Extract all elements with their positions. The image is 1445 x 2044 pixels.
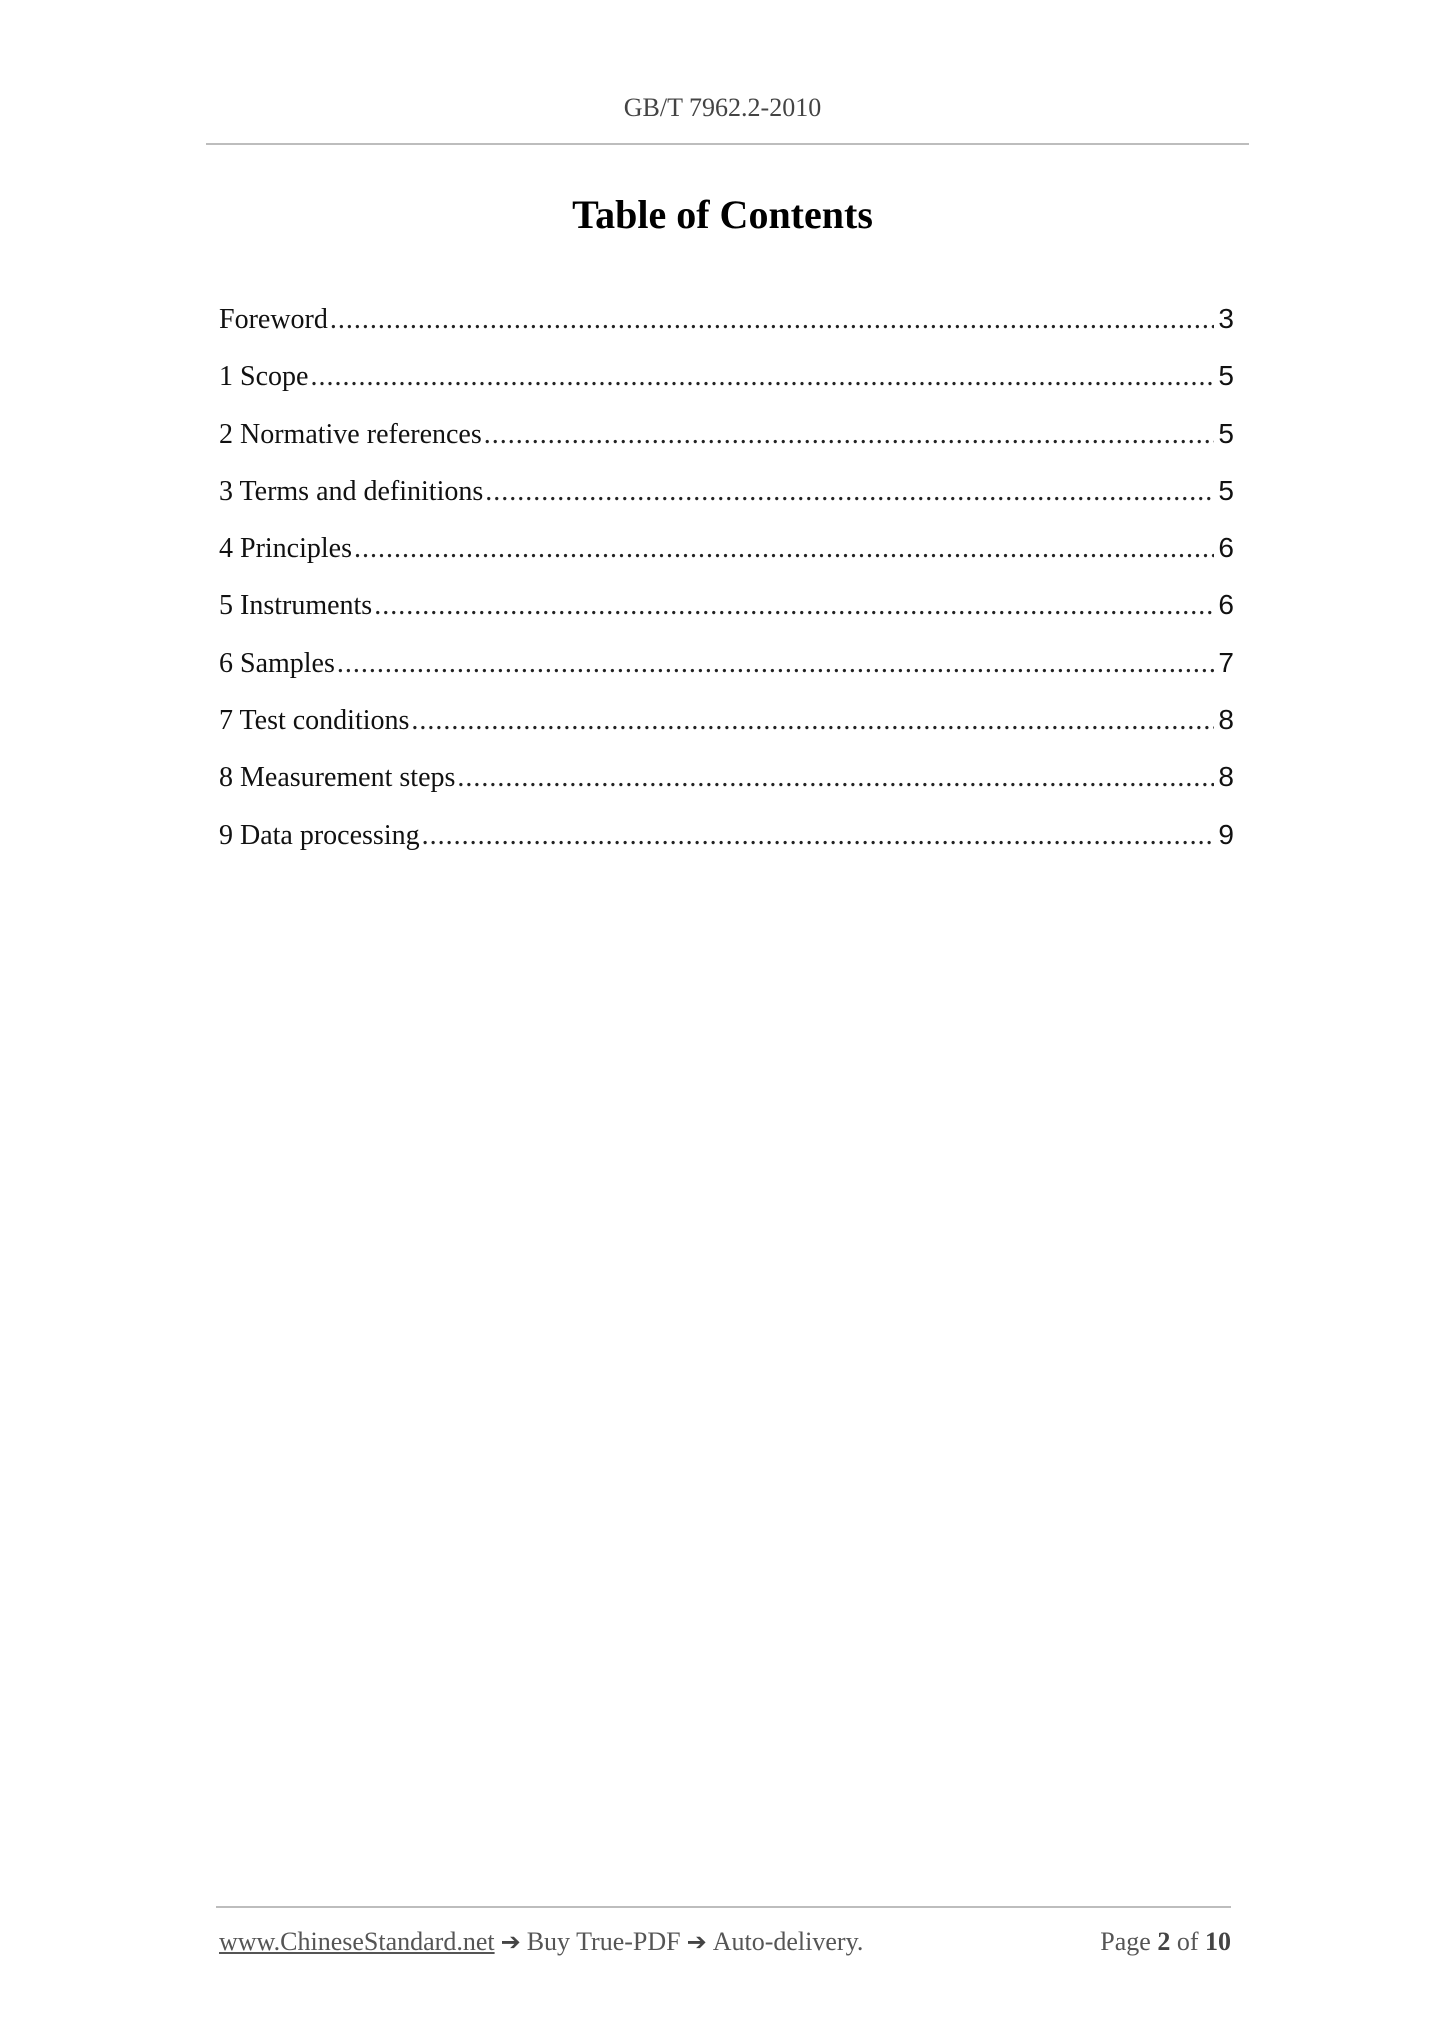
right-arrow-icon: ➔ bbox=[686, 1928, 707, 1956]
toc-dot-leader bbox=[337, 645, 1214, 683]
toc-entry-page: 5 bbox=[1218, 474, 1234, 506]
toc-entry-label: 5 Instruments bbox=[219, 590, 373, 622]
toc-entry-page: 6 bbox=[1218, 532, 1234, 564]
buy-pdf-text: Buy True-PDF bbox=[526, 1927, 681, 1956]
toc-entry-instruments[interactable] bbox=[219, 586, 1234, 643]
toc-entry-samples[interactable] bbox=[219, 644, 1234, 701]
toc-dot-leader bbox=[354, 530, 1214, 568]
toc-entry-page: 8 bbox=[1218, 761, 1234, 793]
page-footer bbox=[219, 1922, 1231, 1962]
toc-entry-label: 3 Terms and definitions bbox=[219, 475, 484, 507]
document-code: GB/T 7962.2-2010 bbox=[623, 93, 822, 122]
footer-divider bbox=[216, 1906, 1231, 1908]
toc-entry-label: Foreword bbox=[219, 304, 328, 335]
toc-entry-page: 5 bbox=[1218, 360, 1234, 392]
toc-entry-normative-references[interactable] bbox=[219, 415, 1234, 472]
toc-entry-foreword[interactable] bbox=[219, 300, 1234, 357]
total-page-number: 10 bbox=[1205, 1927, 1231, 1956]
toc-entry-page: 3 bbox=[1218, 303, 1234, 334]
toc-dot-leader bbox=[411, 702, 1214, 740]
toc-entry-label: 1 Scope bbox=[219, 361, 309, 393]
toc-entry-test-conditions[interactable] bbox=[219, 701, 1234, 758]
toc-dot-leader bbox=[374, 587, 1214, 625]
toc-entry-scope[interactable] bbox=[219, 357, 1234, 414]
toc-entry-terms-and-definitions[interactable] bbox=[219, 472, 1234, 529]
toc-dot-leader bbox=[457, 759, 1214, 797]
toc-entry-label: 6 Samples bbox=[219, 647, 335, 679]
footer-promo bbox=[219, 1922, 863, 1962]
toc-entry-label: 9 Data processing bbox=[219, 819, 420, 851]
toc-entry-page: 7 bbox=[1218, 646, 1234, 678]
auto-delivery-text: Auto-delivery. bbox=[712, 1927, 864, 1956]
toc-dot-leader bbox=[422, 817, 1214, 855]
toc-entry-page: 6 bbox=[1218, 589, 1234, 621]
current-page-number: 2 bbox=[1157, 1927, 1171, 1956]
toc-entry-page: 8 bbox=[1218, 704, 1234, 736]
toc-dot-leader bbox=[484, 416, 1214, 454]
toc-entry-label: 8 Measurement steps bbox=[219, 762, 456, 794]
page-word: Page bbox=[1100, 1927, 1151, 1956]
header-divider bbox=[206, 143, 1249, 145]
toc-title: Table of Contents bbox=[572, 192, 873, 237]
toc-entry-label: 7 Test conditions bbox=[219, 705, 410, 737]
toc-list bbox=[219, 300, 1234, 873]
toc-entry-label: 2 Normative references bbox=[219, 418, 482, 450]
toc-dot-leader bbox=[310, 358, 1214, 396]
toc-entry-principles[interactable] bbox=[219, 529, 1234, 586]
toc-entry-page: 9 bbox=[1218, 818, 1234, 850]
website-link[interactable]: www.ChineseStandard.net bbox=[219, 1927, 495, 1956]
page-number-indicator bbox=[1100, 1922, 1231, 1962]
toc-entry-label: 4 Principles bbox=[219, 533, 352, 565]
toc-entry-data-processing[interactable] bbox=[219, 816, 1234, 873]
right-arrow-icon: ➔ bbox=[500, 1928, 521, 1956]
of-word: of bbox=[1176, 1927, 1199, 1956]
toc-entry-measurement-steps[interactable] bbox=[219, 758, 1234, 815]
toc-dot-leader bbox=[330, 301, 1214, 339]
toc-entry-page: 5 bbox=[1218, 417, 1234, 449]
toc-dot-leader bbox=[485, 473, 1214, 511]
